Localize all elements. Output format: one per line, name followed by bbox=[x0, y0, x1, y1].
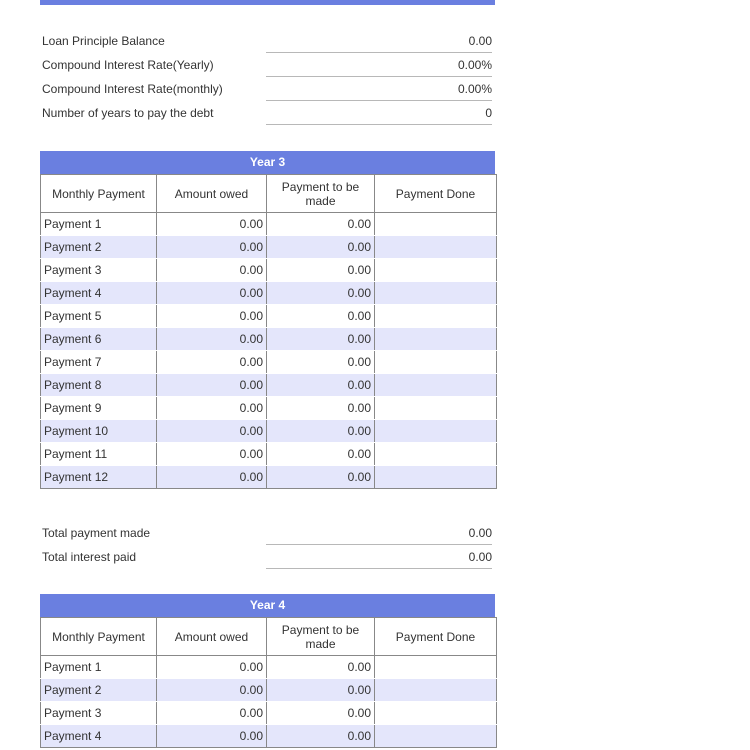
row-label: Payment 1 bbox=[41, 213, 157, 236]
payment-due-cell[interactable]: 0.00 bbox=[267, 282, 375, 305]
payment-done-cell[interactable] bbox=[375, 466, 497, 489]
summary-row-monthly-rate bbox=[40, 78, 495, 102]
table-row bbox=[41, 374, 497, 397]
year-4-table bbox=[40, 617, 497, 748]
col-monthly-payment: Monthly Payment bbox=[41, 175, 157, 213]
payment-done-cell[interactable] bbox=[375, 236, 497, 259]
principal-label: Loan Principle Balance bbox=[42, 34, 165, 48]
payment-due-cell[interactable]: 0.00 bbox=[267, 351, 375, 374]
table-row bbox=[41, 305, 497, 328]
amount-owed-cell[interactable]: 0.00 bbox=[157, 420, 267, 443]
col-payment-done: Payment Done bbox=[375, 175, 497, 213]
row-label: Payment 11 bbox=[41, 443, 157, 466]
col-payment-to-be-made: Payment to be made bbox=[267, 618, 375, 656]
summary-row-yearly-rate bbox=[40, 54, 495, 78]
amount-owed-cell[interactable]: 0.00 bbox=[157, 725, 267, 748]
table-row bbox=[41, 397, 497, 420]
amount-owed-cell[interactable]: 0.00 bbox=[157, 259, 267, 282]
payment-due-cell[interactable]: 0.00 bbox=[267, 725, 375, 748]
year-4-header: Year 4 bbox=[40, 594, 495, 617]
amount-owed-cell[interactable]: 0.00 bbox=[157, 351, 267, 374]
payment-done-cell[interactable] bbox=[375, 259, 497, 282]
amount-owed-cell[interactable]: 0.00 bbox=[157, 305, 267, 328]
yearly-rate-label: Compound Interest Rate(Yearly) bbox=[42, 58, 214, 72]
col-payment-to-be-made: Payment to be made bbox=[267, 175, 375, 213]
payment-done-cell[interactable] bbox=[375, 305, 497, 328]
total-interest-row bbox=[40, 546, 495, 570]
payment-due-cell[interactable]: 0.00 bbox=[267, 466, 375, 489]
row-label: Payment 6 bbox=[41, 328, 157, 351]
payment-done-cell[interactable] bbox=[375, 420, 497, 443]
table-row bbox=[41, 213, 497, 236]
summary-row-years bbox=[40, 102, 495, 126]
row-label: Payment 12 bbox=[41, 466, 157, 489]
amount-owed-cell[interactable]: 0.00 bbox=[157, 466, 267, 489]
row-label: Payment 2 bbox=[41, 236, 157, 259]
payment-done-cell[interactable] bbox=[375, 656, 497, 679]
year-3-table bbox=[40, 174, 497, 489]
row-label: Payment 4 bbox=[41, 282, 157, 305]
payment-due-cell[interactable]: 0.00 bbox=[267, 374, 375, 397]
payment-done-cell[interactable] bbox=[375, 351, 497, 374]
col-payment-done: Payment Done bbox=[375, 618, 497, 656]
total-payment-row bbox=[40, 522, 495, 546]
payment-due-cell[interactable]: 0.00 bbox=[267, 679, 375, 702]
payment-done-cell[interactable] bbox=[375, 443, 497, 466]
year-4-block bbox=[40, 594, 496, 748]
row-label: Payment 5 bbox=[41, 305, 157, 328]
table-row bbox=[41, 282, 497, 305]
year-3-header: Year 3 bbox=[40, 151, 495, 174]
payment-due-cell[interactable]: 0.00 bbox=[267, 443, 375, 466]
table-row bbox=[41, 420, 497, 443]
principal-value[interactable]: 0.00 bbox=[266, 34, 492, 53]
payment-done-cell[interactable] bbox=[375, 282, 497, 305]
table-row bbox=[41, 725, 497, 748]
total-interest-label: Total interest paid bbox=[42, 550, 137, 564]
payment-done-cell[interactable] bbox=[375, 725, 497, 748]
table-row bbox=[41, 656, 497, 679]
monthly-rate-value[interactable]: 0.00% bbox=[266, 82, 492, 101]
col-amount-owed: Amount owed bbox=[157, 618, 267, 656]
row-label: Payment 3 bbox=[41, 702, 157, 725]
payment-done-cell[interactable] bbox=[375, 702, 497, 725]
payment-due-cell[interactable]: 0.00 bbox=[267, 656, 375, 679]
payment-due-cell[interactable]: 0.00 bbox=[267, 305, 375, 328]
table-row bbox=[41, 466, 497, 489]
row-label: Payment 2 bbox=[41, 679, 157, 702]
payment-due-cell[interactable]: 0.00 bbox=[267, 420, 375, 443]
row-label: Payment 1 bbox=[41, 656, 157, 679]
year-3-totals bbox=[40, 522, 495, 570]
row-label: Payment 8 bbox=[41, 374, 157, 397]
payment-due-cell[interactable]: 0.00 bbox=[267, 702, 375, 725]
table-row bbox=[41, 702, 497, 725]
monthly-rate-label: Compound Interest Rate(monthly) bbox=[42, 82, 223, 96]
table-row bbox=[41, 328, 497, 351]
payment-due-cell[interactable]: 0.00 bbox=[267, 397, 375, 420]
row-label: Payment 4 bbox=[41, 725, 157, 748]
amount-owed-cell[interactable]: 0.00 bbox=[157, 679, 267, 702]
amount-owed-cell[interactable]: 0.00 bbox=[157, 397, 267, 420]
loan-summary bbox=[40, 30, 495, 126]
amount-owed-cell[interactable]: 0.00 bbox=[157, 328, 267, 351]
amount-owed-cell[interactable]: 0.00 bbox=[157, 374, 267, 397]
payment-due-cell[interactable]: 0.00 bbox=[267, 236, 375, 259]
amount-owed-cell[interactable]: 0.00 bbox=[157, 702, 267, 725]
col-monthly-payment: Monthly Payment bbox=[41, 618, 157, 656]
top-header-band bbox=[40, 0, 495, 5]
col-amount-owed: Amount owed bbox=[157, 175, 267, 213]
row-label: Payment 7 bbox=[41, 351, 157, 374]
table-header-row bbox=[41, 175, 497, 213]
table-row bbox=[41, 443, 497, 466]
yearly-rate-value[interactable]: 0.00% bbox=[266, 58, 492, 77]
payment-done-cell[interactable] bbox=[375, 213, 497, 236]
total-payment-value[interactable]: 0.00 bbox=[266, 526, 492, 545]
payment-done-cell[interactable] bbox=[375, 374, 497, 397]
row-label: Payment 10 bbox=[41, 420, 157, 443]
table-row bbox=[41, 679, 497, 702]
table-row bbox=[41, 351, 497, 374]
year-3-block bbox=[40, 151, 496, 489]
amount-owed-cell[interactable]: 0.00 bbox=[157, 656, 267, 679]
amount-owed-cell[interactable]: 0.00 bbox=[157, 236, 267, 259]
row-label: Payment 9 bbox=[41, 397, 157, 420]
payment-due-cell[interactable]: 0.00 bbox=[267, 213, 375, 236]
row-label: Payment 3 bbox=[41, 259, 157, 282]
payment-done-cell[interactable] bbox=[375, 328, 497, 351]
total-interest-value[interactable]: 0.00 bbox=[266, 550, 492, 569]
table-header-row bbox=[41, 618, 497, 656]
table-row bbox=[41, 259, 497, 282]
summary-row-principal bbox=[40, 30, 495, 54]
amount-owed-cell[interactable]: 0.00 bbox=[157, 213, 267, 236]
total-payment-label: Total payment made bbox=[42, 526, 151, 540]
payment-due-cell[interactable]: 0.00 bbox=[267, 328, 375, 351]
amount-owed-cell[interactable]: 0.00 bbox=[157, 443, 267, 466]
years-label: Number of years to pay the debt bbox=[42, 106, 214, 120]
amount-owed-cell[interactable]: 0.00 bbox=[157, 282, 267, 305]
payment-due-cell[interactable]: 0.00 bbox=[267, 259, 375, 282]
years-value[interactable]: 0 bbox=[266, 106, 492, 125]
payment-done-cell[interactable] bbox=[375, 679, 497, 702]
payment-done-cell[interactable] bbox=[375, 397, 497, 420]
table-row bbox=[41, 236, 497, 259]
